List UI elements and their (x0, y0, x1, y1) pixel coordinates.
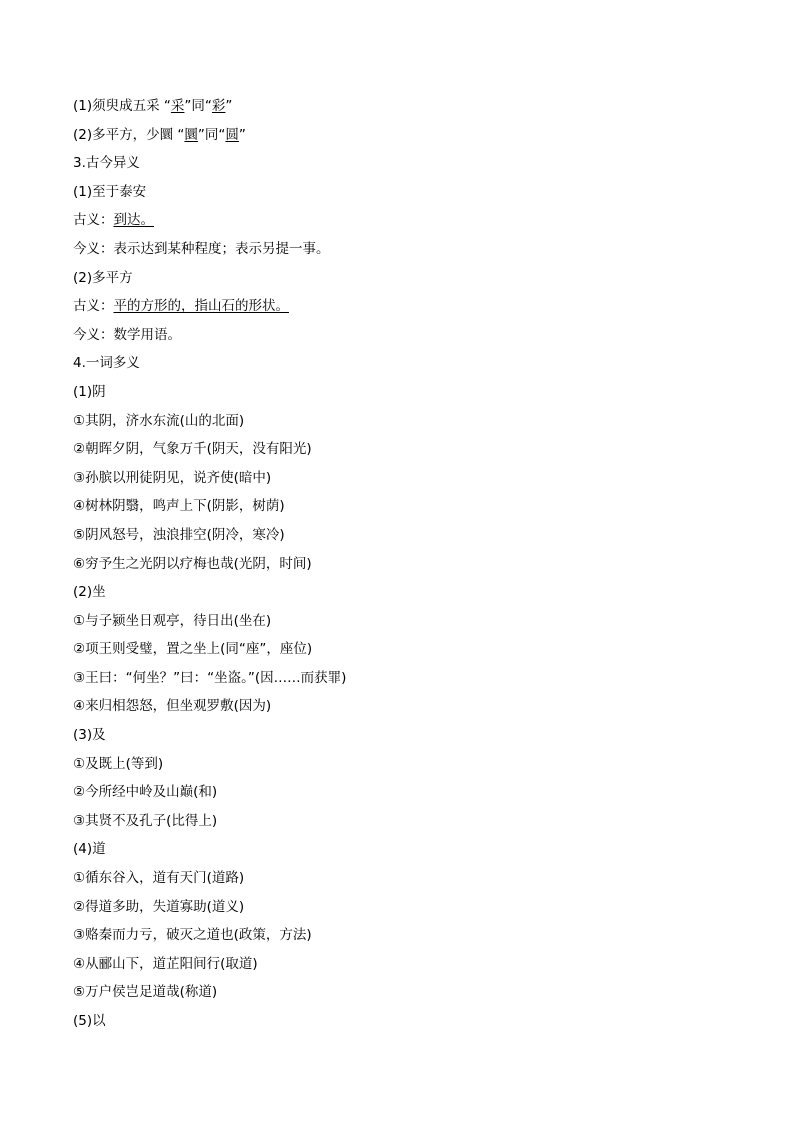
text-run: ①及既上(等到) (73, 755, 164, 772)
text-run: ④从郦山下，道芷阳间行(取道) (73, 955, 258, 972)
text-run: (4)道 (73, 841, 106, 858)
text-line (73, 349, 733, 378)
text-run: ” (225, 98, 233, 114)
text-line (73, 950, 733, 979)
text-run: ⑤阴风怒号，浊浪排空(阴冷，寒冷) (73, 526, 285, 543)
text-run: 4.一词多义 (73, 355, 140, 372)
text-line (73, 635, 733, 664)
text-run: ③其贤不及孔子(比得上) (73, 812, 218, 829)
text-run: ⑥穷予生之光阴以疗梅也哉(光阴，时间) (73, 555, 312, 572)
underlined-text: 采 (170, 98, 185, 114)
text-line (73, 807, 733, 836)
text-run: ④树林阴翳，鸣声上下(阴影，树荫) (73, 498, 285, 515)
text-line (73, 750, 733, 779)
text-run: ②项王则受璧，置之坐上(同“座”，座位) (73, 641, 313, 658)
underlined-text: 圆 (225, 126, 239, 143)
text-line (73, 664, 733, 693)
text-line (73, 607, 733, 636)
text-line (73, 464, 733, 493)
underlined-text: 平的方形的，指山石的形状。 (113, 298, 289, 315)
text-line (73, 778, 733, 807)
text-line (73, 921, 733, 950)
text-run: (3)及 (73, 727, 106, 744)
text-run: (5)以 (73, 1013, 106, 1029)
text-run: ③赂秦而力亏，破灭之道也(政策，方法) (73, 927, 312, 944)
text-run: (2)坐 (73, 584, 106, 601)
text-line (73, 492, 733, 521)
text-run: 古义： (73, 298, 114, 315)
text-run: (1)阴 (73, 383, 106, 400)
underlined-text: 彩 (211, 98, 226, 114)
text-line (73, 206, 733, 235)
text-line (73, 521, 733, 550)
text-line (73, 578, 733, 607)
text-line (73, 321, 733, 350)
text-line (73, 292, 733, 321)
text-line (73, 893, 733, 922)
text-run: ②得道多助，失道寡助(道义) (73, 898, 245, 915)
text-run: ①其阴，济水东流(山的北面) (73, 412, 245, 429)
text-run: ④来归相怨怒，但坐观罗敷(因为) (73, 698, 272, 715)
underlined-text: 到达。 (113, 212, 154, 229)
text-run: ”同“ (197, 126, 226, 143)
text-run: ③孙膑以刑徒阴见，说齐使(暗中) (73, 469, 272, 486)
text-run: (1)至于泰安 (73, 183, 147, 200)
text-run: ①与子颍坐日观亭，待日出(坐在) (73, 612, 272, 629)
text-line (73, 407, 733, 436)
text-line (73, 178, 733, 207)
text-line (73, 149, 733, 178)
text-line (73, 835, 733, 864)
text-line (73, 378, 733, 407)
text-line (73, 721, 733, 750)
text-line (73, 235, 733, 264)
underlined-text: 圜 (184, 126, 198, 143)
text-run: 今义：表示达到某种程度；表示另提一事。 (73, 240, 330, 257)
text-line (73, 121, 733, 150)
text-run: 古义： (73, 212, 114, 229)
text-run: ②朝晖夕阴，气象万千(阴天，没有阳光) (73, 441, 312, 458)
text-line (73, 1007, 733, 1036)
text-line (73, 692, 733, 721)
text-run: “ (177, 126, 185, 143)
text-run: ①循东谷入，道有天门(道路) (73, 870, 245, 887)
document-body (73, 92, 733, 1036)
text-run: (1)须臾成五采 (73, 98, 164, 114)
text-run: 3.古今异义 (73, 155, 140, 172)
text-run: 今义：数学用语。 (73, 326, 181, 343)
text-line (73, 550, 733, 579)
text-run: ②今所经中岭及山巅(和) (73, 784, 218, 801)
text-run: “ (163, 98, 171, 114)
text-line (73, 264, 733, 293)
text-run: ⑤万户侯岂足道哉(称道) (73, 984, 218, 1001)
text-line (73, 978, 733, 1007)
text-run: (2)多平方，少圜 (73, 126, 178, 143)
text-line (73, 92, 733, 121)
text-run: (2)多平方 (73, 269, 133, 286)
text-line (73, 435, 733, 464)
text-run: ”同“ (184, 98, 212, 114)
text-line (73, 864, 733, 893)
text-run: ” (238, 126, 246, 143)
text-run: ③王曰：“何坐？”曰：“坐盗。”(因……而获罪) (73, 669, 347, 686)
